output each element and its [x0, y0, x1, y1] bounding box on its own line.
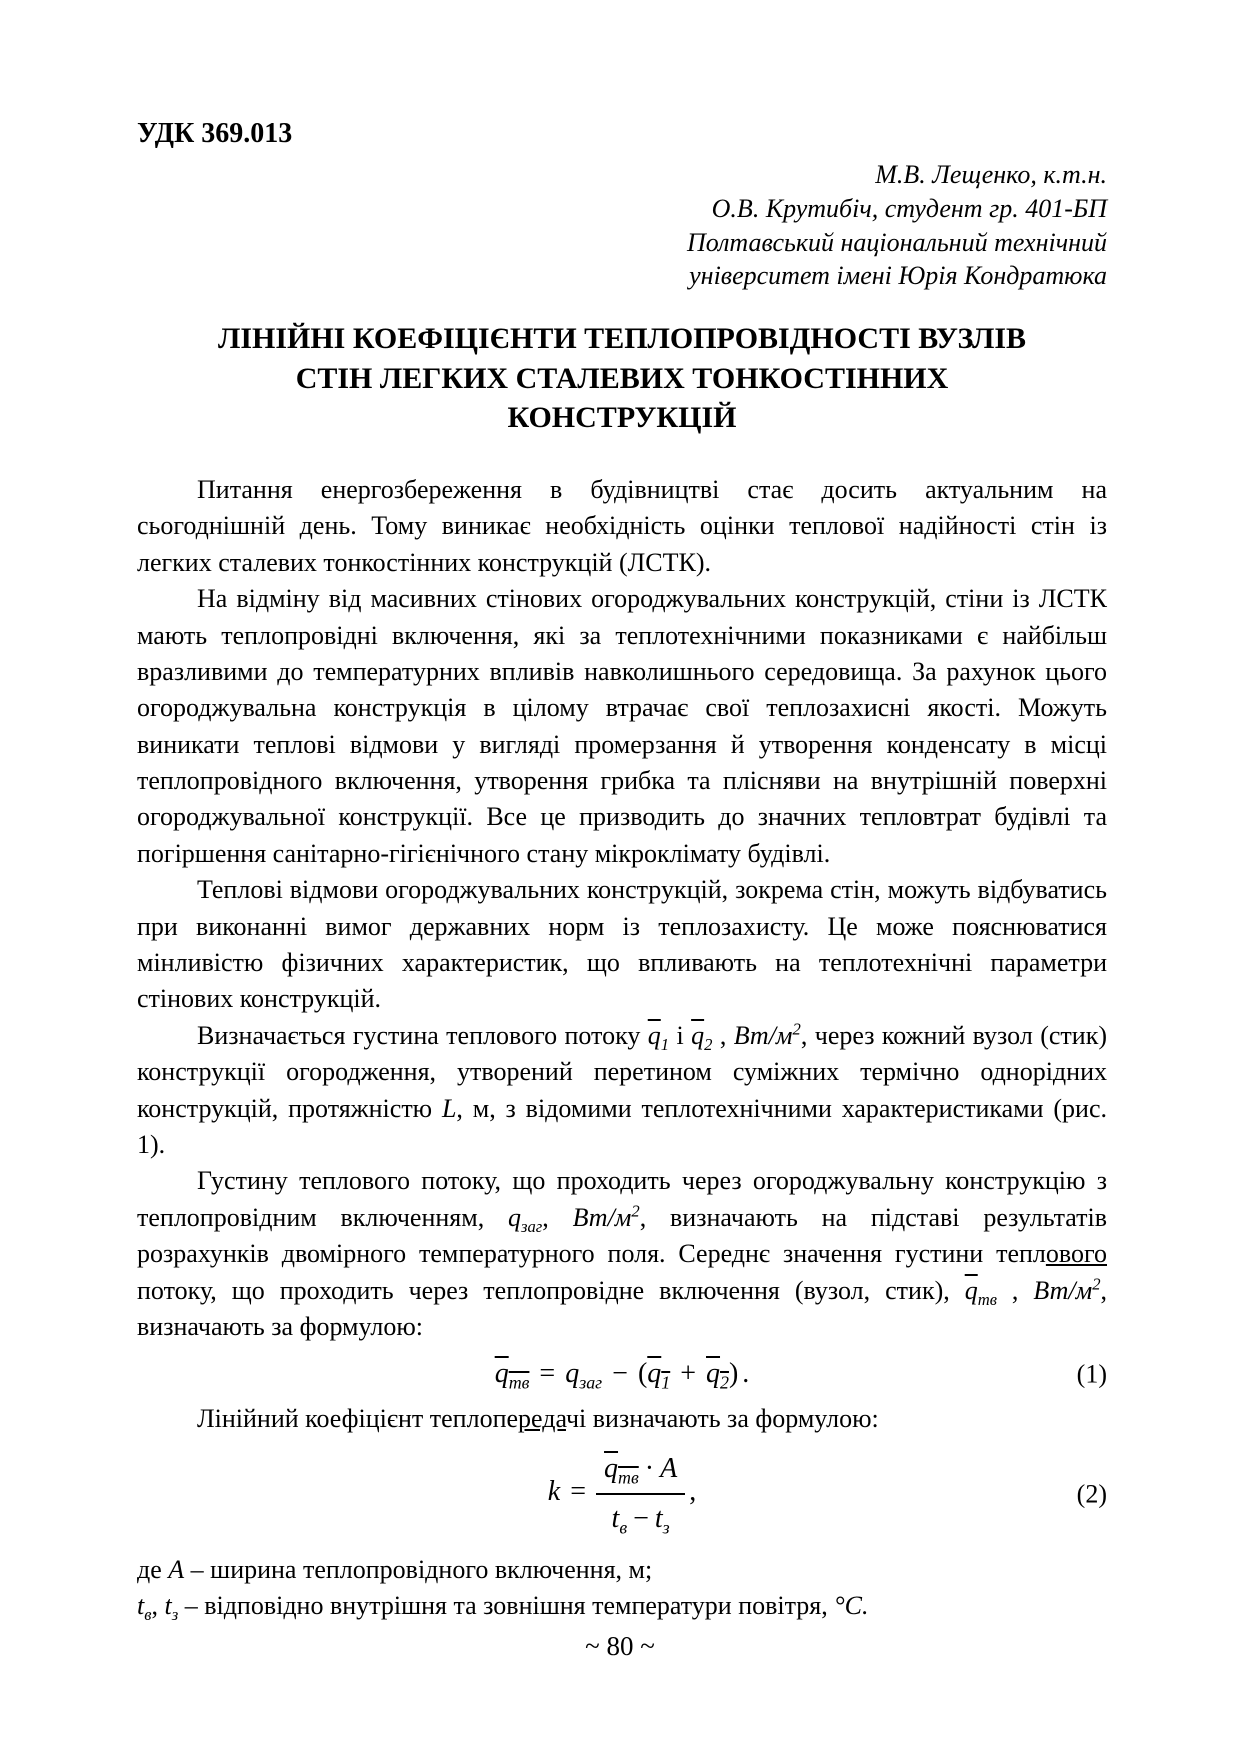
math-subscript: тв: [508, 1372, 530, 1393]
text-run: чі визначають за формулою:: [565, 1404, 879, 1434]
underlined-text: ового: [1045, 1239, 1107, 1269]
text-run: ,: [151, 1591, 165, 1621]
formula-2-expression: [547, 1452, 697, 1538]
text-run: потоку, що проходить через теплопровідне включення (вузол, стик),: [137, 1275, 965, 1305]
equals-sign: =: [570, 1476, 587, 1508]
math-q-tv-mean: [604, 1452, 639, 1488]
math-subscript: заг: [521, 1216, 543, 1236]
math-subscript: в: [144, 1605, 152, 1625]
comma-mark: ,: [689, 1476, 697, 1508]
math-k: k: [547, 1476, 561, 1508]
math-q-zag: [565, 1358, 603, 1393]
math-unit: [734, 1021, 801, 1050]
paragraph-heat-flux: [137, 1018, 1107, 1164]
author-block: [137, 158, 1107, 293]
math-symbol: t: [137, 1591, 145, 1621]
math-subscript: 1: [660, 1035, 670, 1055]
author-line-2: О.В. Крутибіч, студент гр. 401-БП: [711, 193, 1107, 223]
math-t-v: [137, 1591, 152, 1625]
text-run: – відповідно внутрішня та зовнішня температури повітря,: [178, 1591, 835, 1621]
formula-1: [137, 1353, 1107, 1395]
math-symbol: $\overline{q}$: [691, 1020, 705, 1050]
math-symbol: q: [508, 1202, 521, 1232]
multiplication-dot: ·: [644, 1452, 655, 1484]
paragraph-intro: Питання енергозбереження в будівництві стає досить актуальним на сьогоднішній день. Тому виникає необхідність оцінки теплової надійності стін із легких сталевих тонкостінних конструкцій (ЛСТК).: [137, 474, 1107, 577]
math-symbol: t: [611, 1502, 620, 1534]
fraction: [596, 1448, 685, 1540]
math-q-tv-mean: [494, 1358, 530, 1393]
math-symbol: q: [565, 1358, 580, 1390]
period-mark: .: [742, 1358, 750, 1390]
math-A: A: [660, 1452, 678, 1484]
degrees-celsius: °С.: [834, 1591, 869, 1621]
math-q1-mean: [647, 1358, 671, 1393]
math-subscript: 2: [720, 1372, 729, 1393]
math-superscript: 2: [1092, 1273, 1101, 1293]
text-run: ,: [712, 1020, 734, 1050]
math-symbol: Вт/м: [572, 1202, 632, 1232]
equation-number-1: (1): [1076, 1359, 1107, 1389]
definition-temperatures: [137, 1588, 1107, 1624]
math-symbol: $\overline{q}$: [647, 1020, 661, 1050]
math-q-tv-mean: [964, 1275, 997, 1309]
text-run: , м, з відомими теплотехнічними характеристиками (рис. 1).: [137, 1093, 1107, 1159]
page-number: ~ 80 ~: [585, 1631, 655, 1661]
math-subscript: заг: [579, 1372, 603, 1393]
math-symbol: q: [706, 1358, 721, 1390]
math-q2-mean: [706, 1358, 729, 1393]
minus-sign: −: [612, 1358, 628, 1390]
text-run: – ширина теплопровідного включення, м;: [184, 1554, 653, 1584]
math-t-v: [611, 1502, 628, 1538]
equals-sign: =: [539, 1358, 556, 1390]
title-line-2: СТІН ЛЕГКИХ СТАЛЕВИХ ТОНКОСТІННИХ: [295, 361, 949, 395]
title-line-1: ЛІНІЙНІ КОЕФІЦІЄНТИ ТЕПЛОПРОВІДНОСТІ ВУЗЛІВ: [217, 322, 1027, 356]
title-line-3: КОНСТРУКЦІЙ: [507, 401, 737, 435]
math-symbol: Вт/м: [733, 1020, 793, 1050]
math-q1-mean: [647, 1020, 670, 1055]
formula-2: [137, 1448, 1107, 1540]
fraction-denominator: [596, 1495, 685, 1540]
article-title: [137, 319, 1107, 438]
math-subscript: тв: [618, 1467, 639, 1488]
equation-number-2: (2): [1076, 1479, 1107, 1509]
definition-A: [137, 1552, 1107, 1588]
math-subscript: 2: [704, 1035, 713, 1055]
math-symbol: Вт/м: [1033, 1275, 1093, 1305]
paragraph-lstk-problems: На відміну від масивних стінових огороджувальних конструкцій, стіни із ЛСТК мають теплопровідні включення, які за теплотехнічними показниками є найбільш вразливими до температурних впливів навколишнього середовища. За рахунок цього огороджувальна конструкція в цілому втрачає свої теплозахисні якості. Можуть виникати теплові відмови у вигляді промерзання й утворення конденсату в місці теплопровідного включення, утворення грибка та плісняви на внутрішній поверхні огороджувальної конструкції. Все це призводить до значних тепловтрат будівлі та погіршення санітарно-гігієнічного стану мікроклімату будівлі.: [137, 584, 1107, 868]
math-subscript: з: [662, 1517, 670, 1538]
text-run: ,: [996, 1275, 1034, 1305]
open-paren: (: [637, 1358, 648, 1390]
paragraph-linear-coefficient: [137, 1401, 1107, 1437]
math-symbol: t: [164, 1591, 172, 1621]
text-run: Визначається густина теплового потоку: [197, 1020, 648, 1050]
math-unit: [1033, 1273, 1101, 1305]
fraction-numerator: [596, 1448, 685, 1495]
text-run: де: [137, 1554, 169, 1584]
text-run: , визначають на підставі результатів розрахунків двомірного температурного поля. Середнє значення густини тепл: [137, 1202, 1108, 1269]
text-run: Густину теплового потоку, що проходить через огороджувальну конструкцію з теплопровідним включенням,: [137, 1166, 1107, 1232]
text-run: , через кожний вузол (стик) конструкції огородження, утворений перетином суміжних термічно однорідних конструкцій, протяжністю: [137, 1020, 1107, 1123]
text-run: ,: [542, 1202, 573, 1232]
math-A: A: [168, 1554, 185, 1584]
math-superscript: 2: [631, 1201, 640, 1221]
math-subscript: з: [171, 1605, 179, 1625]
math-symbol: q: [647, 1358, 662, 1390]
math-symbol: t: [654, 1502, 663, 1534]
author-line-1: М.В. Лещенко, к.т.н.: [875, 160, 1107, 189]
plus-sign: +: [680, 1358, 697, 1390]
math-superscript: 2: [792, 1019, 801, 1039]
math-t-z: [164, 1591, 179, 1625]
math-t-z: [654, 1502, 670, 1538]
minus-sign: −: [633, 1502, 649, 1534]
math-L: L: [441, 1093, 457, 1123]
math-symbol: $\overline{q}$: [964, 1275, 978, 1305]
math-subscript: 1: [661, 1372, 671, 1393]
affiliation-line-2: університет імені Юрія Кондратюка: [689, 261, 1107, 291]
affiliation-line-1: Полтавський національний технічний: [686, 227, 1107, 257]
text-run: , визначають за формулою:: [137, 1275, 1108, 1341]
math-q-zag: [508, 1202, 543, 1236]
underlined-text: реда: [518, 1404, 566, 1434]
paragraph-qzag-definition: [137, 1163, 1107, 1345]
math-q2-mean: [691, 1020, 713, 1055]
math-symbol: q: [604, 1452, 619, 1484]
math-subscript: тв: [977, 1289, 997, 1309]
text-run: і: [669, 1020, 692, 1050]
text-run: Лінійний коефіцієнт теплопе: [197, 1404, 519, 1434]
math-unit: [573, 1203, 640, 1232]
math-subscript: в: [619, 1517, 628, 1538]
paragraph-thermal-failures: Теплові відмови огороджувальних конструкцій, зокрема стін, можуть відбуватись при виконанні вимог державних норм із теплозахисту. Це може пояснюватися мінливістю фізичних характеристик, що впливають на теплотехнічні параметри стінових конструкцій.: [137, 875, 1107, 1014]
udc-code: УДК 369.013: [137, 118, 293, 149]
formula-1-expression: [494, 1358, 750, 1393]
math-symbol: q: [494, 1358, 509, 1390]
close-paren: ): [728, 1358, 739, 1390]
